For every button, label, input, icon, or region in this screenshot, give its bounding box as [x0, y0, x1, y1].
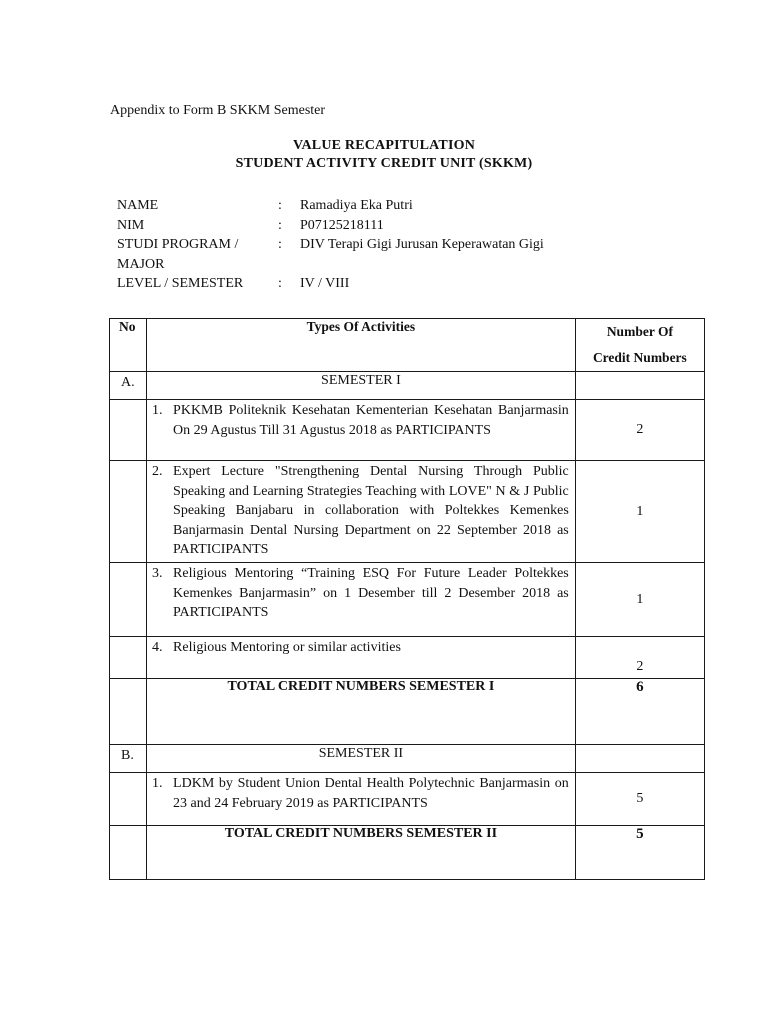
- info-row-nim: [117, 216, 597, 236]
- info-label: NIM: [117, 217, 145, 233]
- section-letter: A.: [110, 372, 147, 400]
- info-row-program: [117, 235, 597, 255]
- item-number: 1.: [152, 403, 163, 418]
- item-number: 1.: [152, 776, 163, 791]
- header-credit-numbers: [575, 319, 704, 372]
- item-no-empty: [110, 773, 147, 826]
- activity-text: Religious Mentoring or similar activities: [173, 640, 401, 655]
- total-no-empty: [110, 679, 147, 745]
- section-row-a: [110, 372, 705, 400]
- item-number: 2.: [152, 464, 163, 479]
- section-title: SEMESTER II: [147, 745, 576, 773]
- section-credits-empty: [575, 372, 704, 400]
- table-row: [110, 773, 705, 826]
- item-no-empty: [110, 563, 147, 637]
- activity-cell: [147, 400, 576, 461]
- item-number: 4.: [152, 640, 163, 655]
- info-label: MAJOR: [117, 256, 165, 272]
- info-colon: :: [278, 217, 282, 233]
- table-row: [110, 637, 705, 679]
- credit-value: 2: [575, 637, 704, 679]
- section-row-b: [110, 745, 705, 773]
- credit-value: 5: [575, 773, 704, 826]
- header-number-line2: Credit Numbers: [592, 350, 687, 365]
- credit-value: 2: [575, 400, 704, 461]
- info-colon: :: [278, 237, 282, 252]
- appendix-label: Appendix to Form B SKKM Semester: [110, 103, 326, 118]
- item-number: 3.: [152, 566, 163, 581]
- info-value: [300, 255, 597, 275]
- table-row: [110, 461, 705, 563]
- activity-cell: [147, 563, 576, 637]
- section-credits-empty: [575, 745, 704, 773]
- credit-table: [109, 318, 705, 880]
- activity-cell: [147, 773, 576, 826]
- credit-value: 1: [575, 461, 704, 563]
- total-no-empty: [110, 826, 147, 880]
- table-row: [110, 400, 705, 461]
- activity-cell: [147, 461, 576, 563]
- activity-text: LDKM by Student Union Dental Health Polytechnic Banjarmasin on 23 and 24 February 2019 as PARTICIPANTS: [173, 776, 569, 811]
- item-no-empty: [110, 400, 147, 461]
- info-colon: :: [278, 276, 282, 291]
- info-row-name: [117, 196, 597, 216]
- info-label: LEVEL / SEMESTER: [117, 276, 244, 291]
- info-value: IV / VIII: [300, 276, 350, 291]
- activity-text: Expert Lecture "Strengthening Dental Nursing Through Public Speaking and Learning Strategies Teaching with LOVE" N & J Public Speaking Banjabaru in collaboration with Poltekkes Kemenkes Banjarmasin Dental Nursing Department on 22 September 2018 as PARTICIPANTS: [173, 464, 569, 557]
- document-title: VALUE RECAPITULATION: [292, 138, 475, 153]
- section-title: SEMESTER I: [147, 372, 576, 400]
- total-row-semester-2: [110, 826, 705, 880]
- info-label: STUDI PROGRAM /: [117, 237, 239, 252]
- total-value: 6: [575, 679, 704, 745]
- total-label: TOTAL CREDIT NUMBERS SEMESTER II: [147, 826, 576, 880]
- table-row: [110, 563, 705, 637]
- info-row-major: [117, 255, 597, 275]
- info-colon: :: [278, 198, 282, 213]
- info-row-level: [117, 274, 597, 294]
- info-value: DIV Terapi Gigi Jurusan Keperawatan Gigi: [300, 237, 544, 252]
- student-info: [117, 196, 597, 294]
- item-no-empty: [110, 461, 147, 563]
- header-activities: Types Of Activities: [147, 319, 576, 372]
- info-label: NAME: [117, 198, 159, 213]
- total-row-semester-1: [110, 679, 705, 745]
- total-value: 5: [575, 826, 704, 880]
- table-header-row: [110, 319, 705, 372]
- info-value: Ramadiya Eka Putri: [300, 198, 413, 213]
- item-no-empty: [110, 637, 147, 679]
- document-subtitle: STUDENT ACTIVITY CREDIT UNIT (SKKM): [235, 156, 533, 171]
- header-no: No: [110, 319, 147, 372]
- credit-value: 1: [575, 563, 704, 637]
- info-value: P07125218111: [300, 217, 384, 233]
- total-label: TOTAL CREDIT NUMBERS SEMESTER I: [147, 679, 576, 745]
- activity-text: PKKMB Politeknik Kesehatan Kementerian Kesehatan Banjarmasin On 29 Agustus Till 31 Agustus 2018 as PARTICIPANTS: [173, 403, 569, 438]
- header-number-line1: Number Of: [606, 324, 673, 339]
- activity-text: Religious Mentoring “Training ESQ For Future Leader Poltekkes Kemenkes Banjarmasin” on 1 Desember till 2 Desember 2018 as PARTICIPANTS: [173, 566, 569, 620]
- info-colon: [278, 255, 300, 275]
- section-letter: B.: [110, 745, 147, 773]
- activity-cell: [147, 637, 576, 679]
